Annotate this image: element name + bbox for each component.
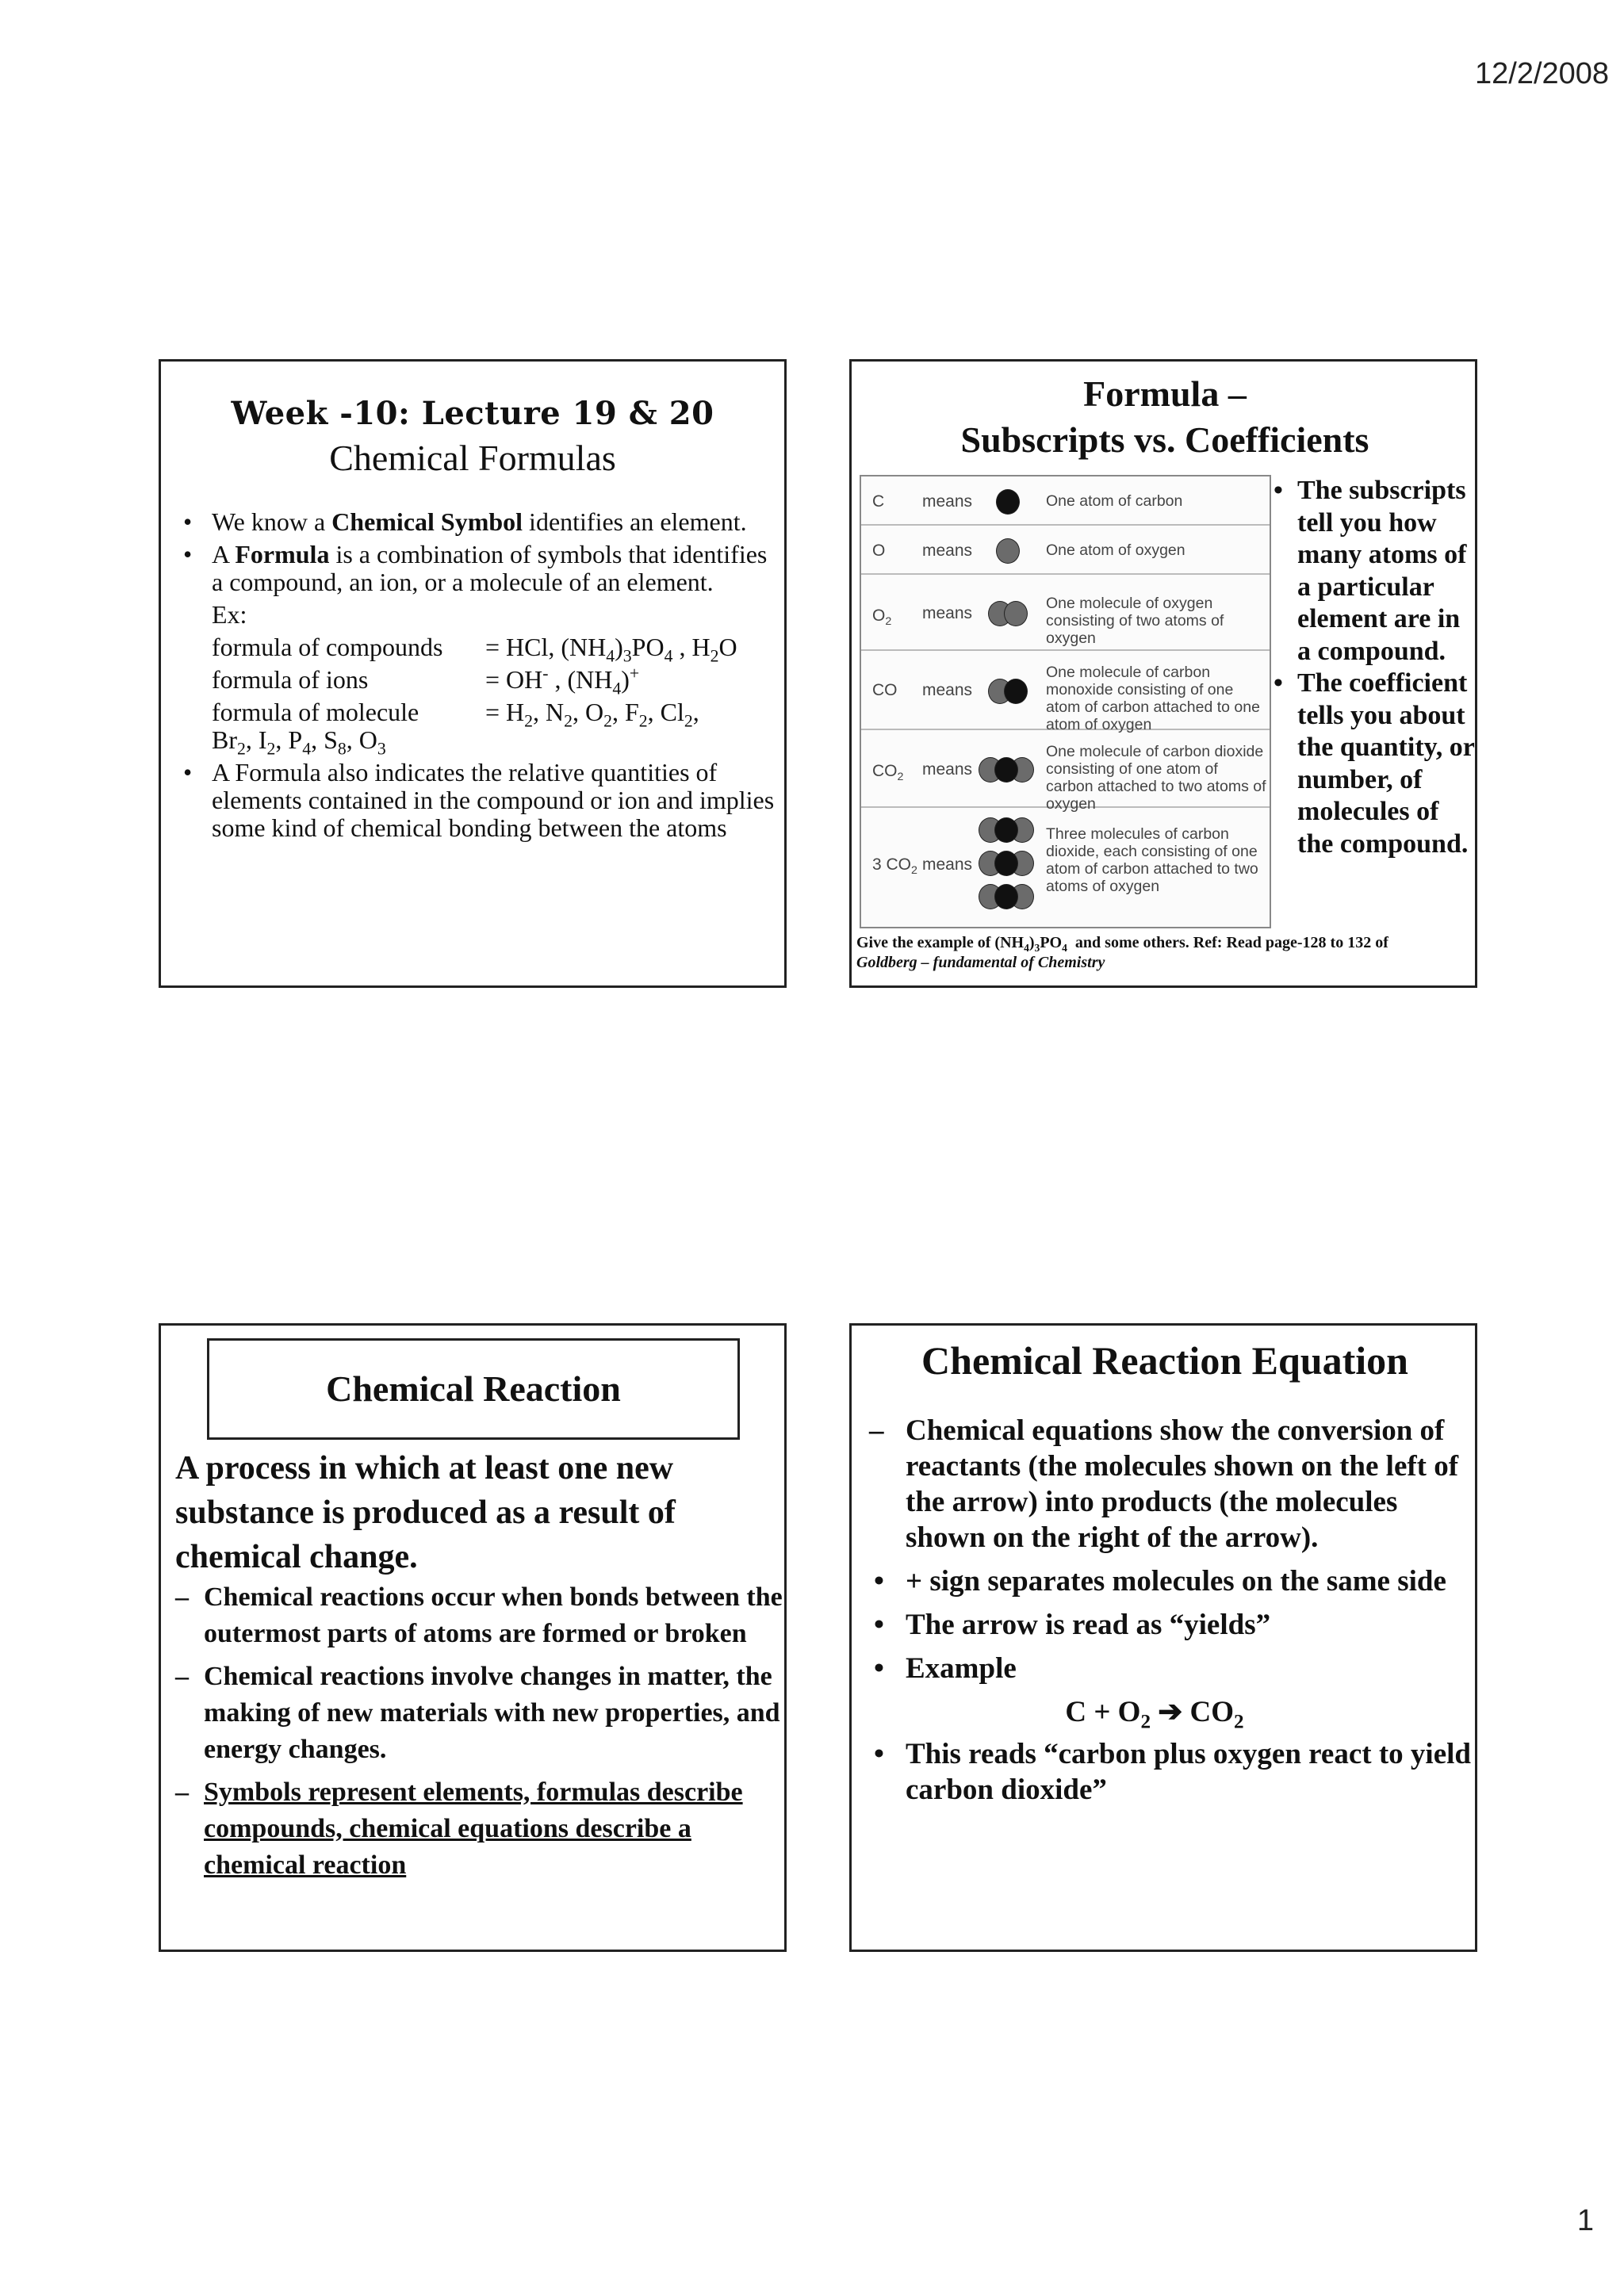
dash-item-changes: – Chemical reactions involve changes in matter, the making of new materials with new properties, and energy changes. — [175, 1659, 786, 1768]
example-ions — [178, 664, 781, 698]
molecule-label: formula of molecule — [212, 698, 419, 726]
dash-item-bonds: – Chemical reactions occur when bonds between the outermost parts of atoms are formed or broken — [175, 1579, 786, 1652]
bullet-dot: • — [1274, 476, 1283, 505]
dash-marker: – — [175, 1582, 189, 1612]
bullet-dot: • — [874, 1738, 884, 1770]
slide-title: Chemical Reaction Equation — [921, 1338, 1408, 1383]
page-number: 1 — [1576, 2204, 1594, 2237]
ions-label: formula of ions — [212, 665, 369, 694]
row-description: Three molecules of carbon dioxide, each consisting of one atom of carbon attached to two atoms of oxygen — [1046, 825, 1258, 895]
bullet-dot: • — [874, 1565, 884, 1598]
slide-chemical-reaction-equation — [849, 1323, 1477, 1952]
dash-item-symbols: – Symbols represent elements, formulas describe compounds, chemical equations describe a chemical reaction — [175, 1774, 786, 1884]
bullet-dot: • — [183, 507, 193, 536]
example-compounds — [178, 633, 781, 666]
row-symbol: O — [872, 541, 886, 560]
bullet-dot: • — [183, 540, 193, 568]
bullet-formula-definition: • A Formula is a combination of symbols that identifies a compound, an ion, or a molecule of an element. — [183, 540, 768, 596]
bullet-plus-sign: • + sign separates molecules on the same side — [874, 1565, 1446, 1598]
row-co2 — [861, 730, 1270, 813]
row-symbol: CO — [872, 681, 898, 699]
example-equation: $C + O_2$ ➔ $CO_2$ — [1065, 1696, 1244, 1733]
formula-illustration-table — [860, 475, 1271, 928]
slide-chemical-formulas — [159, 359, 787, 988]
bullet-dot: • — [874, 1609, 884, 1641]
arrow-icon: ➔ — [1158, 1696, 1183, 1728]
row-carbon — [861, 476, 1270, 526]
row-o2 — [861, 575, 1270, 651]
dash-item-equations: – Chemical equations show the conversion of reactants (the molecules shown on the left of the arrow) into products (the molecules shown on the right of the arrow). — [869, 1414, 1459, 1554]
carbon-atom — [996, 489, 1020, 515]
compounds-label: formula of compounds — [212, 633, 443, 661]
compounds-formulas: = HCl, $(NH_4)_3PO_4$ , $H_2O$ — [485, 633, 737, 666]
row-symbol: $O_2$ — [872, 607, 892, 629]
reference-note: Give the example of $(NH_4)_3PO_4$ and some others. Ref: Read page-128 to 132 of Goldberg – fundamental of Chemistry — [856, 934, 1388, 971]
carbon-atom — [994, 884, 1018, 909]
dash-list — [175, 1579, 786, 1890]
slide-subtitle: Chemical Formulas — [329, 438, 616, 478]
row-means: means — [922, 855, 973, 874]
row-symbol: 3 $CO_2$ — [872, 855, 917, 878]
bullet-relative-quantities: • A Formula also indicates the relative quantities of elements contained in the compound or ion and implies some kind of chemical bonding between the atoms — [183, 758, 775, 842]
bullet-dot: • — [183, 758, 193, 786]
bullet-chemical-symbol: • We know a Chemical Symbol identifies an element. — [183, 507, 747, 536]
example-label: Ex: — [212, 600, 247, 629]
row-description: One molecule of carbon dioxide consisting of one atom of carbon attached to two atoms of oxygen — [1046, 743, 1266, 813]
row-description: One molecule of oxygen consisting of two atoms of oxygen — [1046, 595, 1224, 647]
slide-title: Chemical Reaction — [207, 1338, 740, 1440]
reference-book: Goldberg – fundamental of Chemistry — [856, 954, 1105, 971]
ions-formulas: = OH- , $(NH_4)^+$ — [485, 664, 640, 698]
term-chemical-symbol: Chemical Symbol — [331, 507, 523, 536]
reaction-definition: A process in which at least one new substance is produced as a result of chemical change. — [175, 1450, 676, 1575]
bullet-reads: • This reads “carbon plus oxygen react to yield carbon dioxide” — [874, 1738, 1471, 1806]
example-molecule — [178, 698, 781, 731]
row-means: means — [922, 604, 973, 622]
row-description: One atom of carbon — [1046, 492, 1183, 510]
carbon-atom — [994, 817, 1018, 843]
slide-title: Week -10: Lecture 19 & 20 — [231, 395, 714, 432]
carbon-atom — [1004, 679, 1028, 704]
row-means: means — [922, 681, 973, 699]
carbon-atom — [994, 851, 1018, 876]
dash-marker: – — [175, 1777, 189, 1807]
slide-chemical-reaction — [159, 1323, 787, 1952]
row-means: means — [922, 541, 973, 560]
term-formula: Formula — [235, 540, 330, 568]
bullet-list — [1272, 475, 1477, 860]
row-co — [861, 651, 1270, 733]
oxygen-atom — [996, 538, 1020, 564]
dash-marker: – — [175, 1662, 189, 1691]
page-date: 12/2/2008 — [1475, 57, 1610, 90]
bullet-arrow-yields: • The arrow is read as “yields” — [874, 1609, 1271, 1641]
row-symbol: C — [872, 492, 885, 511]
bullet-subscripts: • The subscripts tell you how many atoms of a particular element are in a compound. — [1274, 476, 1467, 666]
molecule-formulas-cont: $Br_2$, $I_2$, $P_4$, $S_8$, $O_3$ — [212, 725, 386, 759]
bullet-dot: • — [874, 1652, 884, 1685]
oxygen-atom — [1004, 601, 1028, 626]
row-means: means — [922, 492, 973, 511]
bullet-list — [178, 508, 781, 842]
slide-title: Formula – Subscripts vs. Coefficients — [960, 373, 1369, 460]
bullet-list — [869, 1413, 1472, 1816]
row-oxygen — [861, 526, 1270, 575]
row-description: One molecule of carbon monoxide consisting of one atom of carbon attached to one atom of oxygen — [1046, 664, 1260, 733]
row-symbol: $CO_2$ — [872, 762, 904, 784]
dash-marker: – — [869, 1414, 884, 1447]
slide-subscripts-vs-coefficients — [849, 359, 1477, 988]
molecule-formulas: = $H_2$, $N_2$, $O_2$, $F_2$, $Cl_2$, — [485, 698, 699, 731]
row-means: means — [922, 760, 973, 779]
bullet-example: • Example — [874, 1652, 1017, 1685]
row-description: One atom of oxygen — [1046, 541, 1185, 559]
bullet-coefficient: • The coefficient tells you about the quantity, or number, of molecules of the compound. — [1274, 668, 1475, 859]
bullet-dot: • — [1274, 668, 1283, 698]
carbon-atom — [994, 757, 1018, 783]
row-3co2 — [861, 808, 1270, 924]
